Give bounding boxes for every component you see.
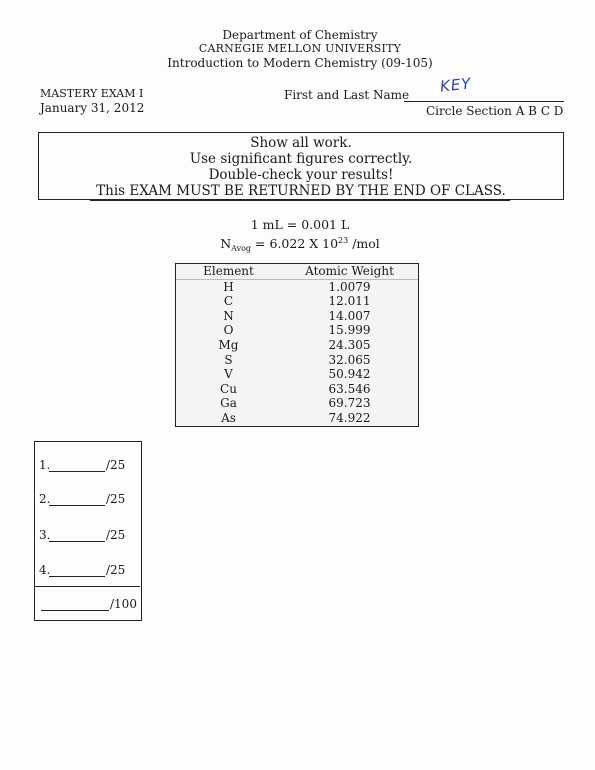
table-row — [176, 367, 418, 382]
question-number: 1. — [39, 458, 51, 472]
column-header: Atomic Weight — [305, 264, 394, 278]
table-row — [176, 294, 418, 309]
column-header: Element — [203, 264, 254, 278]
question-number: 3. — [39, 528, 51, 542]
table-row — [176, 323, 418, 338]
instruction-line: Show all work. — [250, 135, 352, 151]
atomic-weight: 14.007 — [328, 308, 371, 323]
score-out-of: /25 — [106, 492, 126, 506]
atomic-weight: 69.723 — [328, 396, 371, 411]
name-field-line — [404, 100, 564, 102]
total-score-blank[interactable] — [41, 598, 109, 611]
score-out-of: /25 — [106, 563, 126, 577]
handwritten-name: KEY — [439, 74, 473, 96]
score-blank[interactable] — [49, 459, 105, 472]
avogadro-exponent: 23 — [338, 236, 349, 245]
table-row — [176, 338, 418, 353]
score-row-q2 — [39, 492, 125, 506]
element-symbol: O — [223, 323, 234, 338]
table-row — [176, 382, 418, 397]
atomic-weight: 50.942 — [328, 367, 371, 382]
name-field-label: First and Last Name — [284, 88, 410, 102]
instruction-line: Use significant figures correctly. — [189, 151, 413, 167]
avogadro-subscript: Avog — [231, 244, 252, 253]
atomic-weight: 1.0079 — [328, 279, 371, 294]
score-blank[interactable] — [49, 493, 105, 506]
element-symbol: C — [223, 294, 234, 309]
score-row-q1 — [39, 458, 125, 472]
atomic-weight: 63.546 — [328, 381, 371, 396]
table-row — [176, 396, 418, 411]
section-selector-label: Circle Section A B C D — [426, 104, 564, 118]
department-name: Department of Chemistry — [222, 28, 378, 42]
exam-name: MASTERY EXAM I — [40, 87, 144, 100]
question-number: 2. — [39, 492, 51, 506]
instruction-line: This EXAM MUST BE RETURNED BY THE END OF CLASS. — [96, 183, 506, 199]
score-blank[interactable] — [49, 564, 105, 577]
element-symbol: Cu — [220, 381, 237, 396]
table-row — [176, 353, 418, 368]
instructions-underline — [90, 200, 510, 201]
constants-block — [200, 217, 400, 257]
table-row — [176, 411, 418, 426]
avogadro-symbol: N — [220, 236, 232, 251]
table-header-row — [176, 264, 418, 280]
element-symbol: As — [221, 410, 236, 425]
atomic-weight: 32.065 — [328, 352, 371, 367]
question-number: 4. — [39, 563, 51, 577]
avogadro-value: = 6.022 X 10 — [251, 236, 339, 251]
score-row-total — [39, 597, 137, 611]
score-out-of: /25 — [106, 528, 126, 542]
atomic-weight: 15.999 — [328, 323, 371, 338]
element-symbol: V — [224, 367, 233, 382]
atomic-weight-table — [175, 263, 419, 427]
avogadro-unit: /mol — [348, 236, 380, 251]
score-row-q4 — [39, 563, 125, 577]
instructions-box — [38, 132, 564, 200]
element-symbol: S — [224, 352, 233, 367]
score-blank[interactable] — [49, 529, 105, 542]
atomic-weight: 74.922 — [328, 410, 371, 425]
score-box — [34, 441, 142, 621]
element-symbol: Ga — [220, 396, 237, 411]
element-symbol: H — [223, 279, 234, 294]
element-symbol: N — [223, 308, 234, 323]
table-row — [176, 280, 418, 295]
table-row — [176, 309, 418, 324]
score-out-of: /25 — [106, 458, 126, 472]
total-out-of: /100 — [110, 597, 137, 611]
ml-conversion: 1 mL = 0.001 L — [250, 217, 350, 232]
instruction-line: Double-check your results! — [208, 167, 394, 183]
element-symbol: Mg — [218, 337, 239, 352]
document-header — [150, 28, 450, 70]
atomic-weight: 12.011 — [328, 294, 371, 309]
score-row-q3 — [39, 528, 125, 542]
score-divider — [35, 586, 140, 587]
avogadro-constant — [200, 233, 400, 257]
university-name: CARNEGIE MELLON UNIVERSITY — [198, 42, 402, 55]
exam-date: January 31, 2012 — [40, 101, 145, 115]
atomic-weight: 24.305 — [328, 337, 371, 352]
course-title: Introduction to Modern Chemistry (09-105) — [167, 56, 433, 70]
